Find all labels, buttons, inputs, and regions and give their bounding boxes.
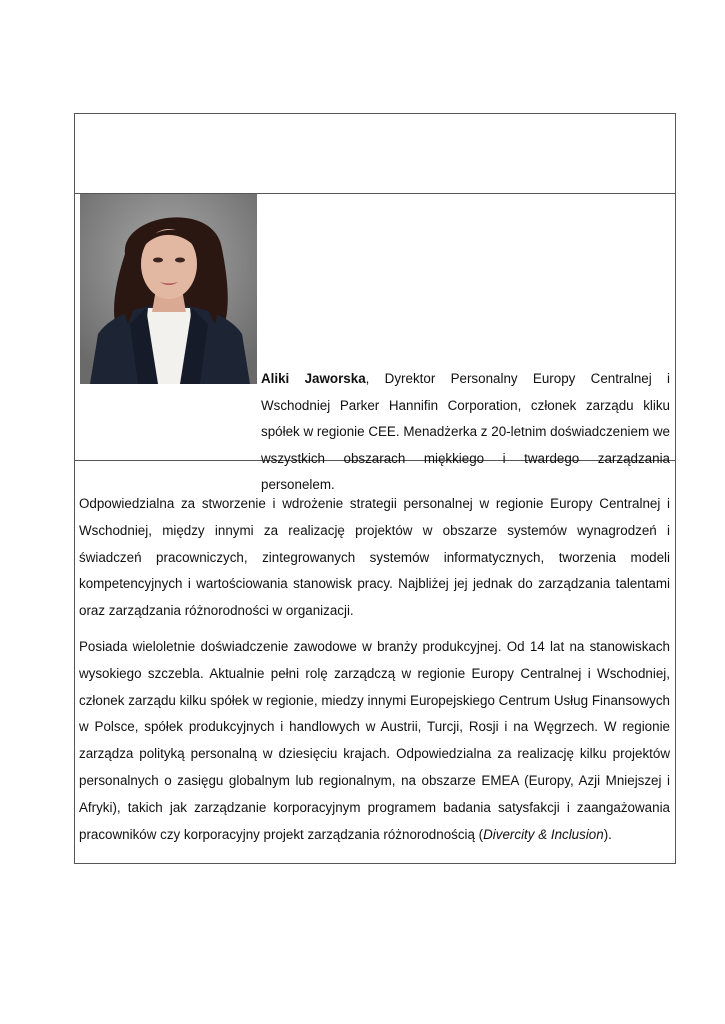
description-text [79,491,670,857]
paragraph-2-text: Posiada wieloletnie doświadczenie zawodowe w branży produkcyjnej. Od 14 lat na stanowiskach wysokiego szczebla. Aktualnie pełni rolę zarządczą w regionie Europy Centralnej i Wschodniej, członek zarządu kilku spółek w regionie, miedzy innymi Europejskiego Centrum Usług Finansowych w Polsce, spółek produkcyjnych i handlowych w Austrii, Turcji, Rosji i na Węgrzech. W regionie zarządza polityką personalną w dziesięciu krajach. Odpowiedzialna za realizację kilku projektów personalnych o zasięgu globalnym lub regionalnym, na obszarze EMEA (Europy, Azji Mniejszej i Afryki), takich jak zarządzanie korporacyjnym programem badania satysfakcji i zaangażowania pracowników czy korporacyjny projekt zarządzania różnorodnością ( [79,638,670,842]
empty-header-row [75,114,675,194]
program-name: Divercity & Inclusion [483,826,604,842]
profile-table [74,113,676,864]
description-paragraph-2 [79,634,670,848]
description-row [75,461,675,863]
paragraph-2-end: ). [603,826,612,842]
portrait-photo [80,194,257,384]
description-paragraph-1: Odpowiedzialna za stworzenie i wdrożenie strategii personalnej w regionie Europy Centralnej i Wschodniej, między innymi za realizację projektów w obszarze systemów wynagrodzeń i świadczeń pracowniczych, zintegrowanych systemów informatycznych, tworzenia modeli kompetencyjnych i wartościowania stanowisk pracy. Najbliżej jej jednak do zarządzania talentami oraz zarządzania różnorodności w organizacji. [79,496,670,619]
bio-row [75,194,675,492]
bio-intro: , Dyrektor Personalny Europy Centralnej i Wschodniej Parker Hannifin Corporation, członek zarządu kliku spółek w regionie CEE. Menadżerka z 20-letnim doświadczeniem we wszystkich obszarach miękkiego i twardego zarządzania personelem. [261,371,670,492]
person-name: Aliki Jaworska [261,371,366,386]
portrait-illustration [80,194,257,384]
